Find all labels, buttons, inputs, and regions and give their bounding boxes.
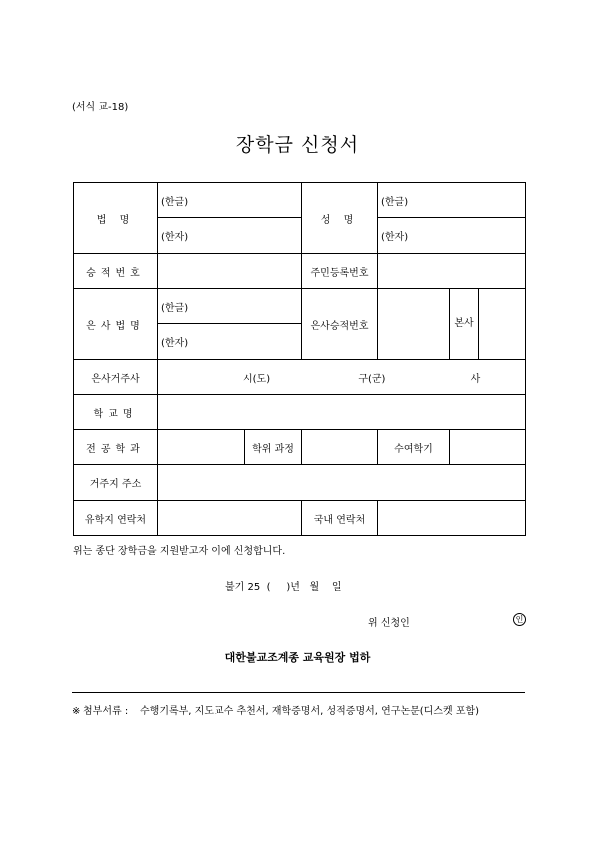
teacher-ordination-no-label: 은사승적번호	[302, 289, 378, 360]
applicant-label: 위 신청인	[368, 618, 410, 629]
attachments-label: 첨부서류 :	[83, 706, 129, 717]
hangul-sublabel: (한글)	[381, 196, 409, 208]
resident-no-label: 주민등록번호	[302, 254, 378, 289]
teacher-ordination-no-field[interactable]	[378, 289, 450, 360]
teacher-residence-label: 은사거주사	[74, 360, 158, 395]
application-date: 불기 25 ( )년 월 일	[225, 582, 342, 593]
major-field[interactable]	[158, 430, 245, 465]
dharma-name-label: 법 명	[74, 183, 158, 254]
teacher-residence-field[interactable]	[158, 360, 526, 395]
ordination-no-label: 승적번호	[74, 254, 158, 289]
residence-si-label: 시(도)	[243, 373, 271, 385]
dharma-name-hanja-field[interactable]	[158, 218, 302, 254]
dharma-name-hangul-field[interactable]	[158, 183, 302, 218]
resident-no-field[interactable]	[378, 254, 526, 289]
semester-label: 수여학기	[378, 430, 450, 465]
hanja-sublabel: (한자)	[161, 232, 189, 243]
hangul-sublabel: (한글)	[161, 196, 189, 208]
addressee: 대한불교조계종 교육원장 법하	[224, 651, 371, 664]
school-name-label: 학교명	[74, 395, 158, 430]
divider	[72, 692, 525, 693]
head-temple-label: 본사	[450, 289, 479, 360]
head-temple-field[interactable]	[479, 289, 526, 360]
overseas-contact-field[interactable]	[158, 501, 302, 536]
address-field[interactable]	[158, 465, 526, 501]
name-hanja-field[interactable]	[378, 218, 526, 254]
name-label: 성 명	[302, 183, 378, 254]
hangul-sublabel: (한글)	[161, 302, 189, 314]
teacher-name-hanja-field[interactable]	[158, 324, 302, 360]
residence-sa-label: 사	[470, 373, 481, 385]
seal-mark: 인	[513, 613, 526, 626]
degree-course-field[interactable]	[302, 430, 378, 465]
note-mark: ※	[72, 706, 81, 717]
application-statement: 위는 종단 장학금을 지원받고자 이에 신청합니다.	[73, 546, 286, 557]
address-label: 거주지 주소	[74, 465, 158, 501]
overseas-contact-label: 유학지 연락처	[74, 501, 158, 536]
application-form-table	[73, 182, 526, 536]
teacher-dharma-name-label: 은사법명	[74, 289, 158, 360]
ordination-no-field[interactable]	[158, 254, 302, 289]
form-title: 장학금 신청서	[235, 134, 360, 156]
teacher-name-hangul-field[interactable]	[158, 289, 302, 324]
form-number: (서식 교-18)	[72, 102, 129, 113]
domestic-contact-label: 국내 연락처	[302, 501, 378, 536]
hanja-sublabel: (한자)	[381, 232, 409, 243]
attachments-list: 수행기록부, 지도교수 추천서, 재학증명서, 성적증명서, 연구논문(디스켓 포함)	[140, 706, 480, 717]
domestic-contact-field[interactable]	[378, 501, 526, 536]
major-label: 전공학과	[74, 430, 158, 465]
hanja-sublabel: (한자)	[161, 338, 189, 349]
school-name-field[interactable]	[158, 395, 526, 430]
name-hangul-field[interactable]	[378, 183, 526, 218]
degree-course-label: 학위 과정	[245, 430, 302, 465]
semester-field[interactable]	[450, 430, 526, 465]
residence-gu-label: 구(군)	[358, 373, 386, 385]
